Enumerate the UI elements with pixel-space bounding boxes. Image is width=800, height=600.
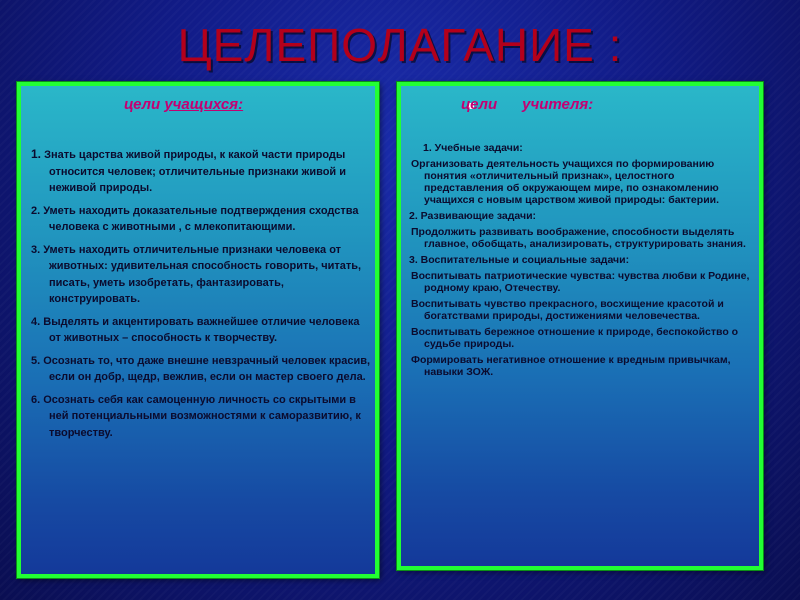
- item-number: 5.: [31, 354, 41, 367]
- list-item: [31, 392, 371, 442]
- list-item: Продолжить развивать воображение, способности выделять главное, обобщать, анализировать, структурировать знания.: [411, 226, 746, 250]
- list-item: Организовать деятельность учащихся по формированию понятия «отличительный признак», целостного представления об окружающем мире, по ознакомлению учащихся с новым царством живой природы: бактерии.: [411, 158, 720, 206]
- teacher-goals-list: [409, 142, 755, 382]
- item-text: Осознать то, что даже внешне невзрачный человек красив, если он добр, щедр, вежлив, если он мастер своего дела.: [40, 354, 371, 383]
- student-goals-heading-prefix: цели: [124, 96, 165, 113]
- list-item: Воспитывать бережное отношение к природе, беспокойство о судьбе природы.: [411, 326, 739, 350]
- item-text: Осознать себя как самоценную личность со скрытыми в ней потенциальными возможностями к саморазвитию, к творчеству.: [40, 393, 361, 439]
- list-item: [31, 242, 371, 308]
- list-item: Воспитывать патриотические чувства: чувства любви к Родине, родному краю, Отечеству.: [411, 270, 750, 294]
- student-goals-heading-underlined: учащихся:: [164, 96, 244, 113]
- list-item: [31, 353, 371, 386]
- list-item: 1. Учебные задачи:: [423, 142, 523, 154]
- list-item: [31, 146, 371, 197]
- student-goals-list: [31, 146, 371, 447]
- item-number: 6.: [31, 393, 41, 406]
- student-goals-panel: [17, 82, 379, 578]
- item-text: Выделять и акцентировать важнейшее отличие человека от животных – способность к творчеству.: [40, 315, 360, 344]
- item-number: 4.: [31, 315, 41, 328]
- item-number: 1.: [31, 147, 42, 161]
- list-item: 2. Развивающие задачи:: [409, 210, 537, 222]
- list-item: 3. Воспитательные и социальные задачи:: [409, 254, 630, 266]
- item-text: Уметь находить отличительные признаки человека от животных: удивительная способность говорить, читать, писать, уметь изобретать, фантазировать, конструировать.: [40, 243, 362, 305]
- item-number: 2.: [31, 204, 41, 217]
- list-item: [31, 203, 371, 236]
- item-text: Знать царства живой природы, к какой части природы относится человек; отличительные признаки живой и неживой природы.: [41, 149, 346, 194]
- student-goals-heading: [124, 96, 243, 113]
- teacher-goals-panel: [397, 82, 763, 570]
- list-item: Формировать негативное отношение к вредным привычкам, навыки ЗОЖ.: [411, 354, 731, 378]
- slide-title: ЦЕЛЕПОЛАГАНИЕ :: [177, 19, 623, 71]
- teacher-goals-heading: цели учителя:: [461, 96, 594, 113]
- list-item: Воспитывать чувство прекрасного, восхищение красотой и богатствами природы, достижениями человечества.: [411, 298, 724, 322]
- list-item: [31, 314, 371, 347]
- item-text: Уметь находить доказательные подтверждения сходства человека с животными , с млекопитающими.: [40, 204, 359, 233]
- item-number: 3.: [31, 243, 41, 256]
